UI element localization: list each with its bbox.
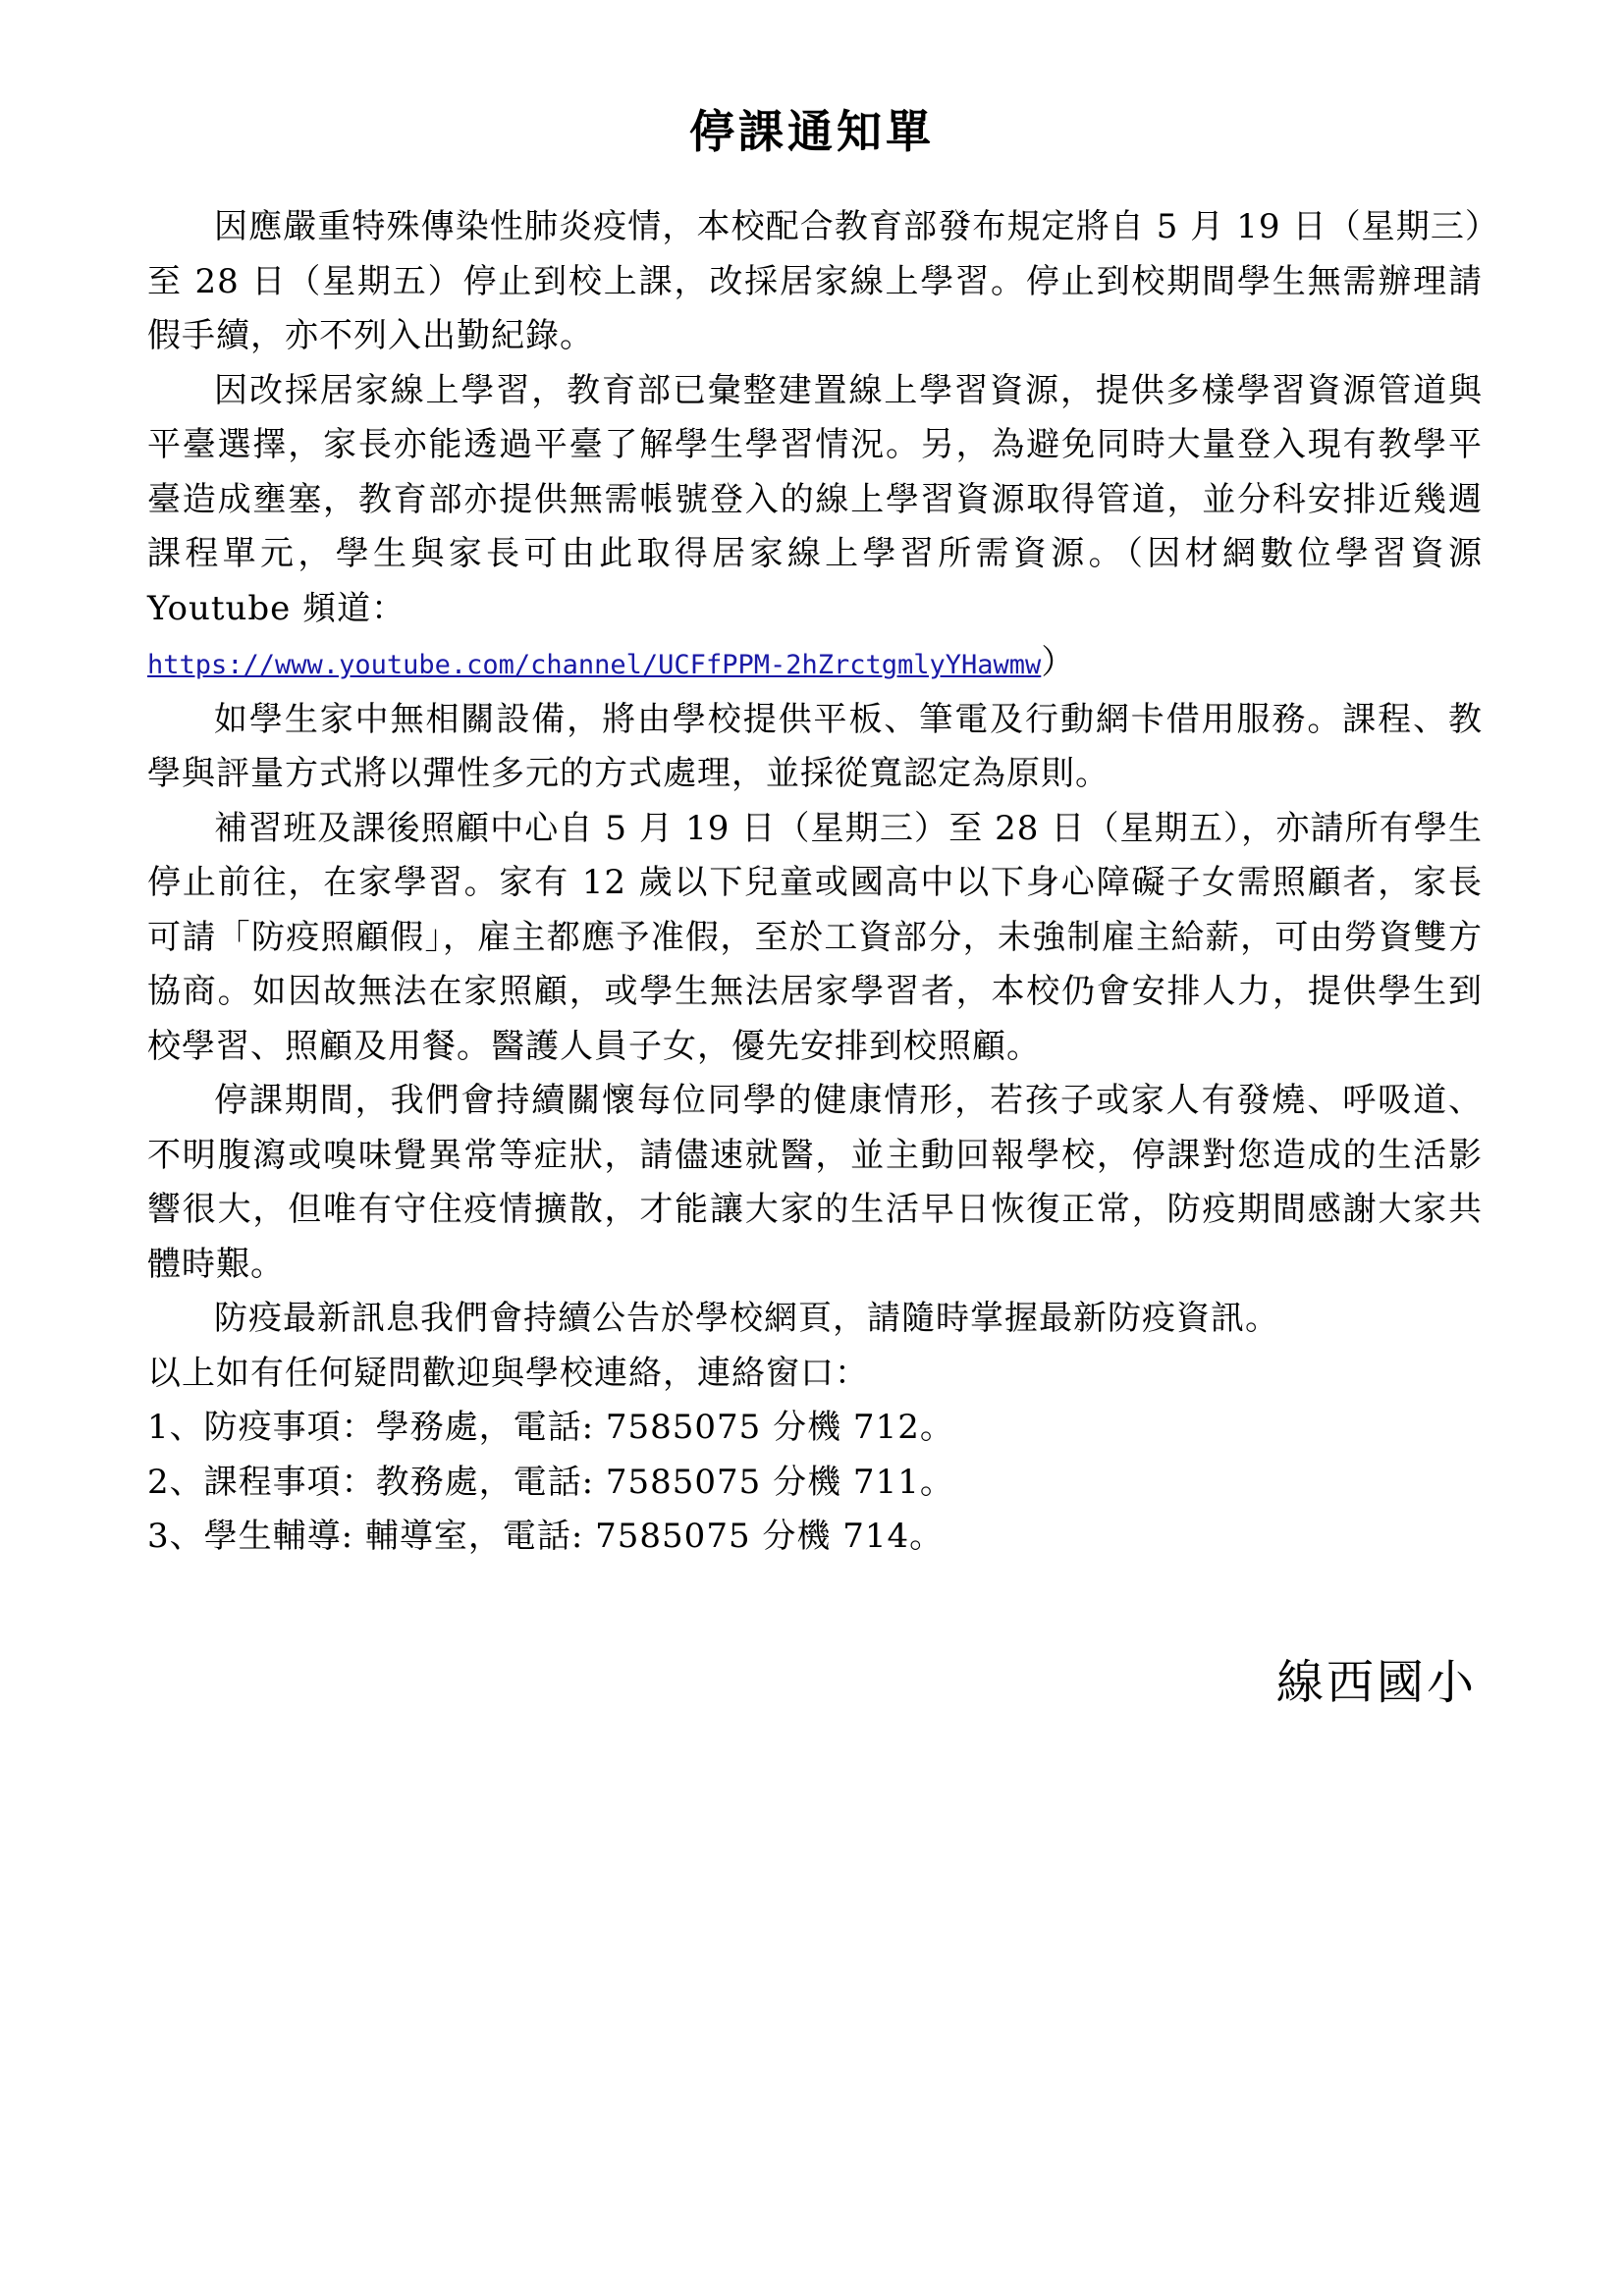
page-title: 停課通知單 [689, 105, 935, 158]
contact-item-counseling: 3、學生輔導: 輔導室，電話: 7585075 分機 714。 [147, 1517, 945, 1556]
paragraph-online-learning [147, 364, 1483, 693]
paragraph-online-learning-text: 因改採居家線上學習，教育部已彙整建置線上學習資源，提供多樣學習資源管道與平臺選擇，家長亦能透過平臺了解學生學習情況。另，為避免同時大量登入現有教學平臺造成壅塞，教育部亦提供無需帳號登入的線上學習資源取得管道，並分科安排近幾週課程單元，學生與家長可由此取得居家線上學習所需資源。（因材網數位學習資源 Youtube 頻道： [147, 370, 1483, 628]
paragraph-health-care: 停課期間，我們會持續關懷每位同學的健康情形，若孩子或家人有發燒、呼吸道、不明腹瀉或嗅味覺異常等症狀，請儘速就醫，並主動回報學校，停課對您造成的生活影響很大，但唯有守住疫情擴散，才能讓大家的生活早日恢復正常，防疫期間感謝大家共體時艱。 [147, 1081, 1483, 1284]
notice-body [147, 200, 1483, 1565]
paragraph-latest-info: 防疫最新訊息我們會持續公告於學校網頁，請隨時掌握最新防疫資訊。 [214, 1299, 1279, 1338]
contact-intro: 以上如有任何疑問歡迎與學校連絡，連絡窗口： [147, 1353, 869, 1393]
contact-item-curriculum: 2、課程事項：教務處，電話: 7585075 分機 711。 [147, 1462, 954, 1502]
paragraph-closure-notice: 因應嚴重特殊傳染性肺炎疫情，本校配合教育部發布規定將自 5 月 19 日（星期三）至 28 日（星期五）停止到校上課，改採居家線上學習。停止到校期間學生無需辦理請假手續，亦不列入出勤紀錄。 [147, 207, 1483, 355]
contact-item-epidemic: 1、防疫事項：學務處，電話: 7585075 分機 712。 [147, 1408, 954, 1447]
paragraph-cram-school: 補習班及課後照顧中心自 5 月 19 日（星期三）至 28 日（星期五），亦請所有學生停止前往，在家學習。家有 12 歲以下兒童或國高中以下身心障礙子女需照顧者，家長可請「防疫照顧假」，雇主都應予准假，至於工資部分，未強制雇主給薪，可由勞資雙方協商。如因故無法在家照顧，或學生無法居家學習者，本校仍會安排人力，提供學生到校學習、照顧及用餐。醫護人員子女，優先安排到校照顧。 [147, 808, 1483, 1066]
youtube-channel-link[interactable]: https://www.youtube.com/channel/UCFfPPM-2hZrctgmlyYHawmw [147, 650, 1042, 680]
link-closing-paren: ） [1041, 643, 1076, 682]
school-signature: 線西國小 [1275, 1655, 1477, 1710]
paragraph-device-lending: 如學生家中無相關設備，將由學校提供平板、筆電及行動網卡借用服務。課程、教學與評量方式將以彈性多元的方式處理，並採從寬認定為原則。 [147, 699, 1483, 793]
